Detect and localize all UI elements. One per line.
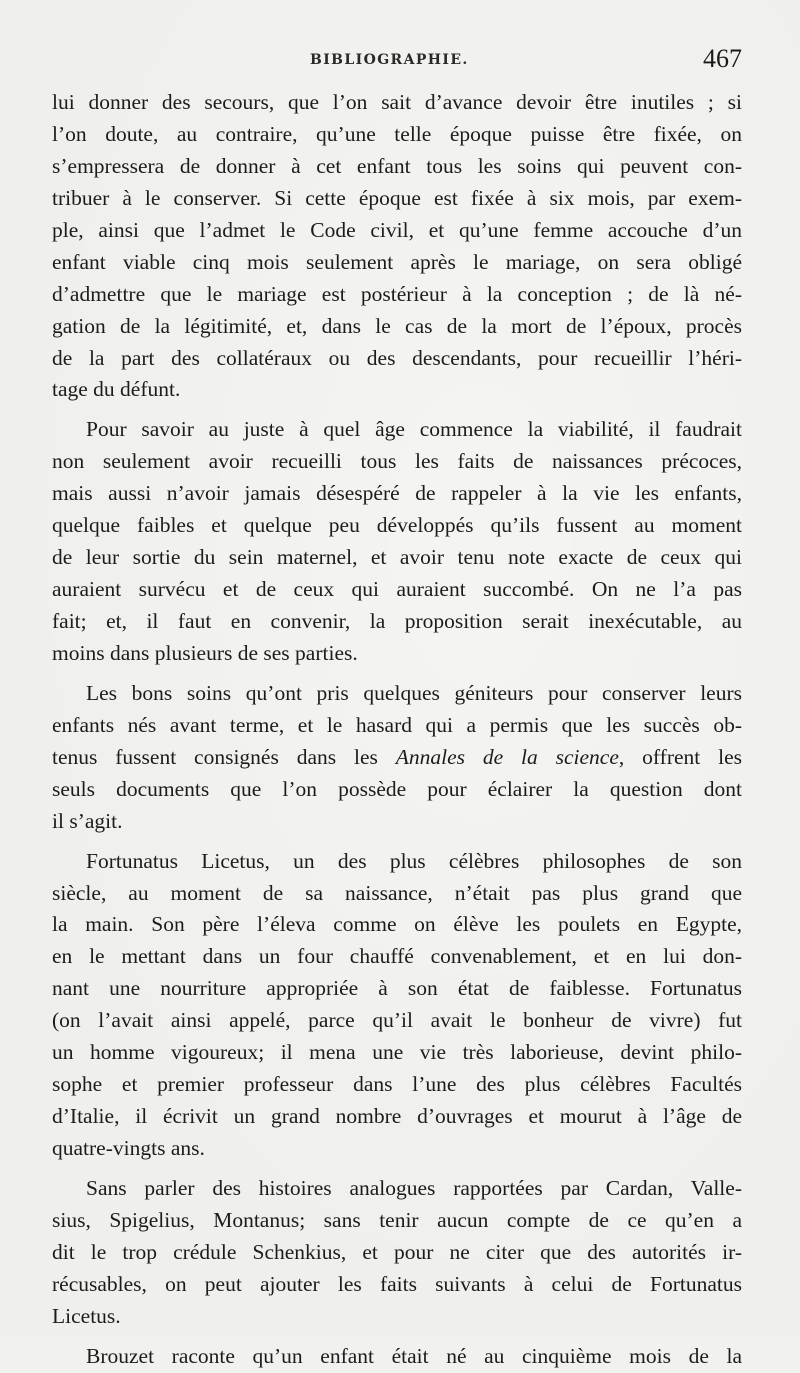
text-line: Pour savoir au juste à quel âge commence la viabilité, il faudrait xyxy=(86,417,742,442)
running-head: BIBLIOGRAPHIE. xyxy=(310,52,469,68)
text-line: sius, Spigelius, Montanus; sans tenir aucun compte de ce qu’en a xyxy=(52,1207,742,1232)
text-line: sophe et premier professeur dans l’une des plus célèbres Facultés xyxy=(52,1072,742,1097)
text-line: de la part des collatéraux ou des descendants, pour recueillir l’héri- xyxy=(52,345,742,370)
text-line: s’empressera de donner à cet enfant tous les soins qui peuvent con- xyxy=(52,153,742,178)
text-line: moins dans plusieurs de ses parties. xyxy=(52,640,358,665)
text-line: l’on doute, au contraire, qu’une telle époque puisse être fixée, on xyxy=(52,121,742,146)
text-line: quelque faibles et quelque peu développés qu’ils fussent au moment xyxy=(52,513,742,538)
text-line: un homme vigoureux; il mena une vie très laborieuse, devint philo- xyxy=(52,1040,742,1065)
text-line: seuls documents que l’on possède pour éclairer la question dont xyxy=(52,776,742,801)
text-line: Brouzet raconte qu’un enfant était né au cinquième mois de la xyxy=(86,1343,742,1368)
text-line: auraient survécu et de ceux qui auraient succombé. On ne l’a pas xyxy=(52,577,742,602)
text-line: la main. Son père l’éleva comme on élève les poulets en Egypte, xyxy=(52,912,742,937)
text-line: Fortunatus Licetus, un des plus célèbres philosophes de son xyxy=(86,848,742,873)
text-line: quatre-vingts ans. xyxy=(52,1136,205,1160)
text-line: ple, ainsi que l’admet le Code civil, et qu’une femme accouche d’un xyxy=(52,217,742,242)
text-line: gation de la légitimité, et, dans le cas de la mort de l’époux, procès xyxy=(52,313,742,338)
text-line: mais aussi n’avoir jamais désespéré de rappeler à la vie les enfants, xyxy=(52,481,742,506)
page-number: 467 xyxy=(703,44,742,73)
text-line: enfant viable cinq mois seulement après le mariage, on sera obligé xyxy=(52,249,742,274)
text-fragment: tenus fussent consignés dans les xyxy=(52,744,396,769)
text-line-with-title xyxy=(52,742,742,774)
paragraph xyxy=(52,87,742,406)
text-line: siècle, au moment de sa naissance, n’était pas plus grand que xyxy=(52,880,742,905)
text-line: enfants nés avant terme, et le hasard qui a permis que les succès ob- xyxy=(52,712,742,737)
text-line: (on l’avait ainsi appelé, parce qu’il avait le bonheur de vivre) fut xyxy=(52,1008,742,1033)
paragraph xyxy=(52,414,742,670)
journal-title: Annales de la science xyxy=(395,744,619,769)
text-line: de leur sortie du sein maternel, et avoir tenu note exacte de ceux qui xyxy=(52,545,742,570)
text-line: d’Italie, il écrivit un grand nombre d’ouvrages et mourut à l’âge de xyxy=(52,1104,742,1129)
text-line: Sans parler des histoires analogues rapportées par Cardan, Valle- xyxy=(86,1175,742,1200)
text-line: dit le trop crédule Schenkius, et pour ne citer que des autorités ir- xyxy=(52,1239,742,1264)
text-line: tribuer à le conserver. Si cette époque est fixée à six mois, par exem- xyxy=(52,185,742,210)
text-line: récusables, on peut ajouter les faits suivants à celui de Fortunatus xyxy=(52,1271,742,1296)
paragraph xyxy=(52,678,742,838)
paragraph xyxy=(52,1341,742,1373)
paragraph xyxy=(52,1173,742,1333)
text-line: tage du défunt. xyxy=(52,377,181,402)
text-line: il s’agit. xyxy=(52,808,123,833)
text-line: nant une nourriture appropriée à son état de faiblesse. Fortunatus xyxy=(52,976,742,1001)
paragraph xyxy=(52,846,742,1165)
text-line: non seulement avoir recueilli tous les faits de naissances précoces, xyxy=(52,449,742,474)
text-line: en le mettant dans un four chauffé convenablement, et en lui don- xyxy=(52,944,742,969)
text-line: Licetus. xyxy=(52,1303,121,1328)
text-line: lui donner des secours, que l’on sait d’avance devoir être inutiles ; si xyxy=(52,90,742,114)
text-line: fait; et, il faut en convenir, la proposition serait inexécutable, au xyxy=(52,609,742,633)
body-text xyxy=(52,87,742,1373)
text-fragment: , offrent les xyxy=(618,744,742,769)
text-line: Les bons soins qu’ont pris quelques géniteurs pour conserver leurs xyxy=(86,680,742,705)
text-line: d’admettre que le mariage est postérieur à la conception ; de là né- xyxy=(52,281,742,306)
page-header xyxy=(52,44,742,82)
